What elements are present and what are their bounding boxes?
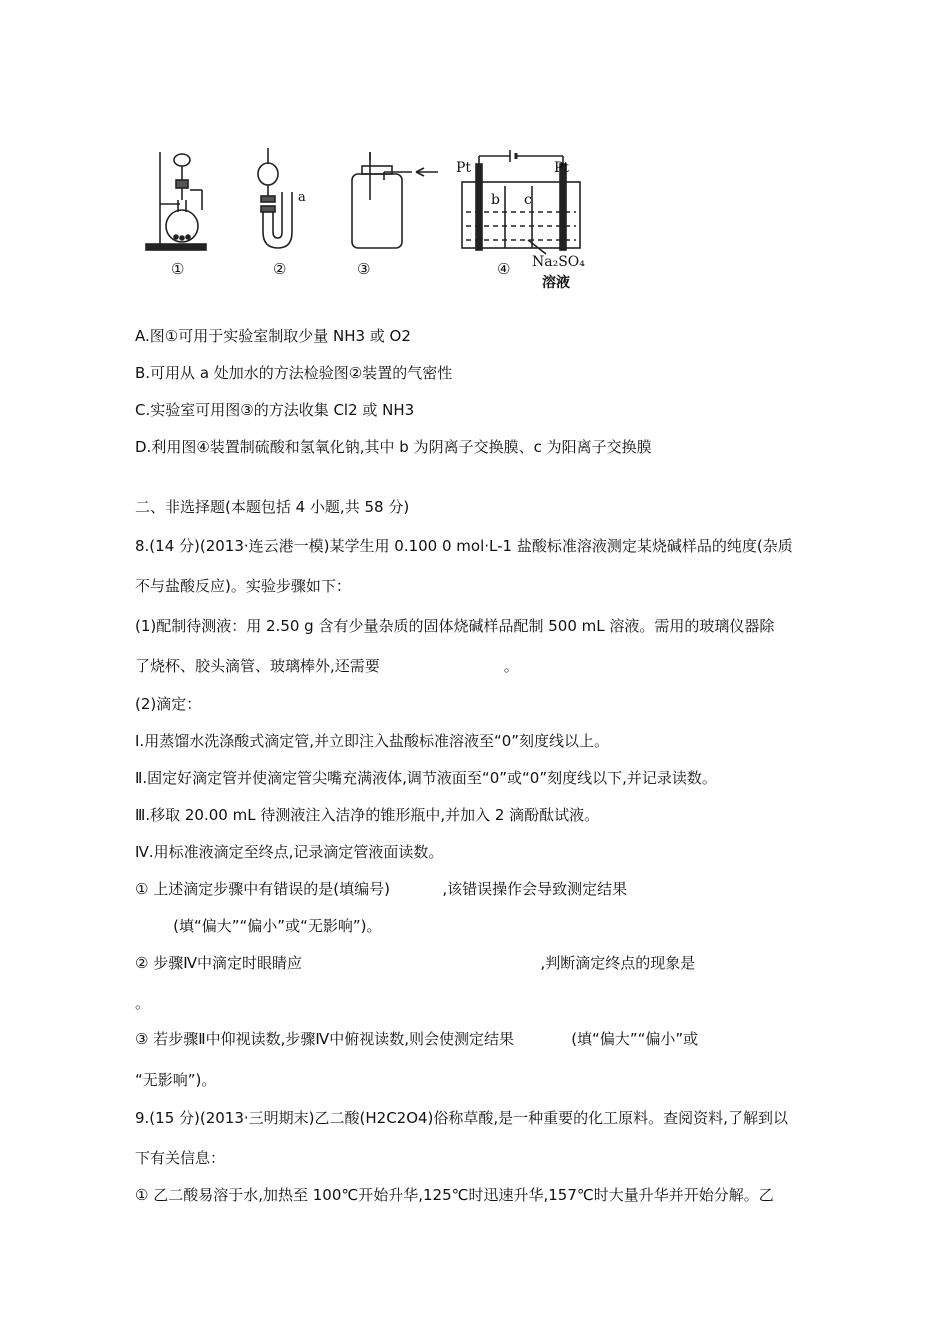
apparatus-3 — [352, 152, 438, 248]
figure-4-label-b: b — [491, 192, 500, 208]
q8-line-5: (2)滴定： — [135, 695, 202, 713]
q8-sub-1b: (填“偏大”“偏小”或“无影响”)。 — [135, 917, 382, 935]
option-b: B.可用从 a 处加水的方法检验图②装置的气密性 — [135, 364, 453, 382]
q8-line-1: 8.(14 分)(2013·连云港一模)某学生用 0.100 0 mol·L-1 盐酸标准溶液测定某烧碱样品的纯度(杂质 — [135, 537, 793, 555]
section-heading: 二、非选择题(本题包括 4 小题,共 58 分) — [135, 498, 410, 516]
figure-2-label-a: a — [298, 190, 306, 205]
figure-label-1: ① — [171, 260, 185, 278]
figure-label-4: ④ — [497, 260, 511, 278]
q8-line-3: (1)配制待测液：用 2.50 g 含有少量杂质的固体烧碱样品配制 500 mL 溶液。需用的玻璃仪器除 — [135, 617, 775, 635]
option-a: A.图①可用于实验室制取少量 NH3 或 O2 — [135, 327, 411, 345]
q9-line-1: 9.(15 分)(2013·三明期末)乙二酸(H2C2O4)俗称草酸,是一种重要的化工原料。查阅资料,了解到以 — [135, 1109, 788, 1127]
option-d: D.利用图④装置制硫酸和氢氧化钠,其中 b 为阴离子交换膜、c 为阳离子交换膜 — [135, 438, 652, 456]
figure-4-label-pt-right: Pt — [554, 160, 570, 176]
q8-sub-3b: “无影响”)。 — [135, 1071, 217, 1089]
figure-4-label-na2so4: Na₂SO₄ — [532, 254, 585, 270]
q8-step-2: Ⅱ.固定好滴定管并使滴定管尖嘴充满液体,调节液面至“0”或“0”刻度线以下,并记录读数。 — [135, 769, 717, 787]
figure-4-label-solution: 溶液 — [542, 275, 570, 291]
figure-label-3: ③ — [357, 260, 371, 278]
q9-line-2: 下有关信息： — [135, 1149, 226, 1167]
figure-4-label-c: c — [524, 192, 532, 208]
q8-line-2: 不与盐酸反应)。实验步骤如下： — [135, 577, 351, 595]
q9-line-3: ① 乙二酸易溶于水,加热至 100℃开始升华,125℃时迅速升华,157℃时大量升华并开始分解。乙 — [135, 1186, 774, 1204]
figure-label-2: ② — [273, 260, 287, 278]
q8-sub-2b: 。 — [135, 994, 151, 1012]
q8-sub-3a: ③ 若步骤Ⅱ中仰视读数,步骤Ⅳ中俯视读数,则会使测定结果 (填“偏大”“偏小”或 — [135, 1030, 699, 1048]
option-c: C.实验室可用图③的方法收集 Cl2 或 NH3 — [135, 401, 415, 419]
figure-4-label-pt-left: Pt — [456, 160, 472, 176]
q8-step-4: Ⅳ.用标准液滴定至终点,记录滴定管液面读数。 — [135, 843, 444, 861]
q8-sub-2a: ② 步骤Ⅳ中滴定时眼睛应 ,判断滴定终点的现象是 — [135, 954, 696, 972]
apparatus-1 — [146, 152, 206, 250]
q8-step-1: Ⅰ.用蒸馏水洗涤酸式滴定管,并立即注入盐酸标准溶液至“0”刻度线以上。 — [135, 732, 610, 750]
apparatus-figure — [140, 140, 600, 300]
q8-line-4: 了烧杯、胶头滴管、玻璃棒外,还需要 。 — [135, 657, 519, 675]
apparatus-2 — [258, 148, 292, 248]
q8-sub-1a: ① 上述滴定步骤中有错误的是(填编号) ,该错误操作会导致测定结果 — [135, 880, 628, 898]
q8-step-3: Ⅲ.移取 20.00 mL 待测液注入洁净的锥形瓶中,并加入 2 滴酚酞试液。 — [135, 806, 600, 824]
